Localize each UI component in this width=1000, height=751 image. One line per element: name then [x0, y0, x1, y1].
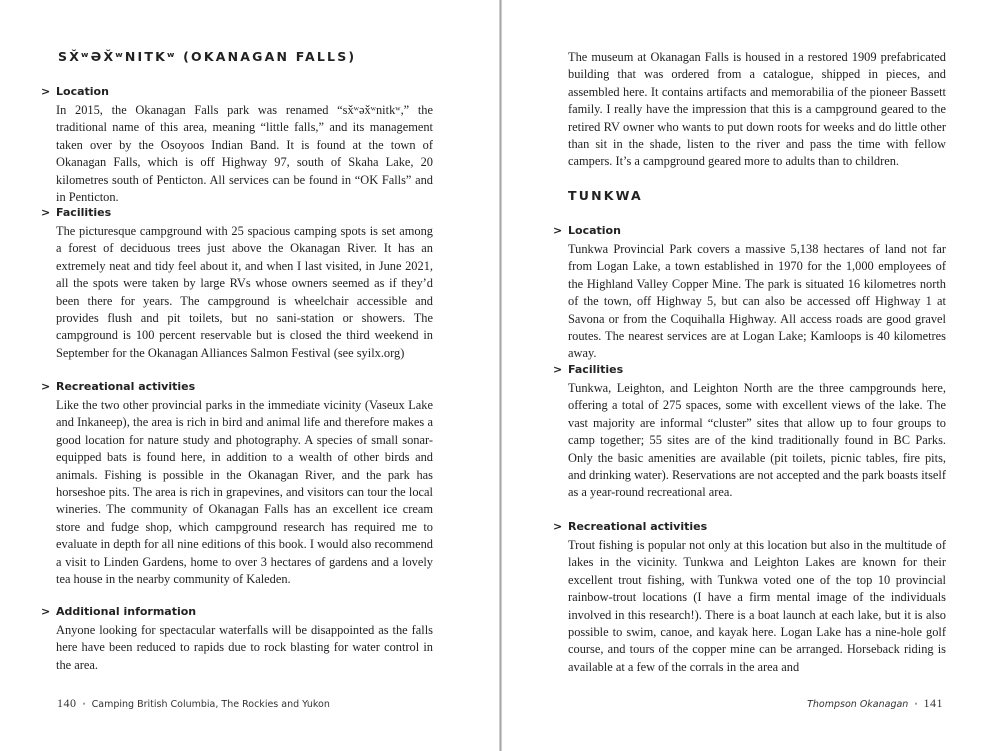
- section-arrow-icon: >: [41, 85, 51, 98]
- right-page: [502, 0, 1000, 751]
- page-number: 141: [923, 696, 943, 710]
- section-arrow-icon: >: [553, 520, 563, 533]
- section-text: Tunkwa, Leighton, and Leighton North are the three campgrounds here, offering a total of 275 spaces, some with excellent views of the lake. The vast majority are informal “cluster” sites that allow up to four groups to camp together; 55 sites are of the kind traditionally found in BC Parks. Only the basic amenities are available (pit toilets, picnic tables, fire pits, and drinking water). Reservations are not accepted and the park boasts itself as a year-round recreational area.: [568, 381, 946, 500]
- section-arrow-icon: >: [41, 380, 51, 393]
- section-heading: Location: [568, 224, 621, 237]
- section-title: Thompson Okanagan: [807, 699, 909, 710]
- section-text: In 2015, the Okanagan Falls park was renamed “sx̌ʷəx̌ʷnitkʷ,” the traditional name of this area, meaning “little falls,” and its management taken over by the Osoyoos Indian Band. It is found at the town of Okanagan Falls, which is off Highway 97, south of Skaha Lake, 20 kilometres south of Penticton. All services can be found in “OK Falls” and in Penticton.: [56, 103, 433, 205]
- section-text: Like the two other provincial parks in the immediate vicinity (Vaseux Lake and Inkaneep), the area is rich in bird and animal life and therefore makes a good location for nature study and photography. A species of small sonar-equipped bats is found here, in addition to a wealth of other birds and animals. Fishing is possible in the Okanagan River, and the park has horseshoe pits. The area is rich in grapevines, and visitors can tour the local wineries. The community of Okanagan Falls has an excellent ice cream store and fudge shop, which campground research has required me to evaluate in depth for all nine editions of this book. I would also recommend a visit to Linden Gardens, home to over 3 hectares of gardens and a lovely tea house in the nearby community of Kaleden.: [56, 398, 433, 587]
- section-text: Anyone looking for spectacular waterfalls will be disappointed as the falls here have been reduced to rapids due to rock blasting for water control in the area.: [56, 623, 433, 672]
- section-heading: Recreational activities: [56, 380, 196, 393]
- section-arrow-icon: >: [41, 206, 51, 219]
- section-heading: Recreational activities: [568, 520, 708, 533]
- section-text: Tunkwa Provincial Park covers a massive 5,138 hectares of land not far from Logan Lake, a town established in 1970 for the 1,000 employees of the Highland Valley Copper Mine. The park is situated 16 kilometres north of the town, off Highway 5, but can also be accessed off Highway 1 at Savona or from the Coquihalla Highway. All access roads are good gravel routes. The nearest services are at Logan Lake; Kamloops is 40 kilometres away.: [568, 242, 946, 361]
- section-heading: Location: [56, 85, 109, 98]
- park-title-tunkwa: TUNKWA: [568, 188, 643, 203]
- footer-dot-icon: •: [914, 699, 918, 709]
- intro-text: The museum at Okanagan Falls is housed in a restored 1909 prefabricated building that was ordered from a catalogue, shipped in pieces, and assembled here. It contains artifacts and memorabilia of the pioneer Bassett family. I really have the impression that this is a campground geared to the retired RV owner who wants to put down roots for weeks and do little other than sit in the shade, listen to the river and pass the time with fellow campers. It’s a campground geared more to adults than to children.: [568, 50, 946, 169]
- book-title: Camping British Columbia, The Rockies and Yukon: [91, 699, 330, 710]
- section-text: Trout fishing is popular not only at this location but also in the multitude of lakes in the vicinity. Tunkwa and Leighton Lakes are known for their excellent trout fishing, with Tunkwa voted one of the top 10 provincial rainbow-trout locations (I have a firm mental image of the individuals involved in this research!). There is a boat launch at each lake, but it is also possible to swim, canoe, and kayak here. Logan Lake has a nine-hole golf course, and tours of the copper mine can be arranged. Horseback riding is available at a few of the corrals in the area and: [568, 538, 946, 674]
- section-heading: Facilities: [568, 363, 624, 376]
- footer-dot-icon: •: [82, 699, 86, 709]
- section-arrow-icon: >: [553, 363, 563, 376]
- right-footer: [807, 696, 943, 711]
- section-heading: Facilities: [56, 206, 112, 219]
- section-arrow-icon: >: [553, 224, 563, 237]
- page-number: 140: [57, 696, 77, 710]
- park-title-okanagan-falls: SX̌ʷƏX̌ʷNITKʷ (OKANAGAN FALLS): [58, 49, 357, 64]
- section-arrow-icon: >: [41, 605, 51, 618]
- left-footer: [57, 696, 330, 711]
- section-heading: Additional information: [56, 605, 197, 618]
- section-text: The picturesque campground with 25 spacious camping spots is set among a forest of deciduous trees just above the Okanagan River. It has an extremely neat and tidy feel about it, and when I last visited, in June 2021, all the spots were taken by large RVs whose owners seemed as if they’d been there for years. The campground is wheelchair accessible and provides flush and pit toilets, but no sani-station or showers. The campground is 100 percent reservable but is closed the third weekend in September for the Okanagan Alliances Salmon Festival (see syilx.org): [56, 224, 433, 360]
